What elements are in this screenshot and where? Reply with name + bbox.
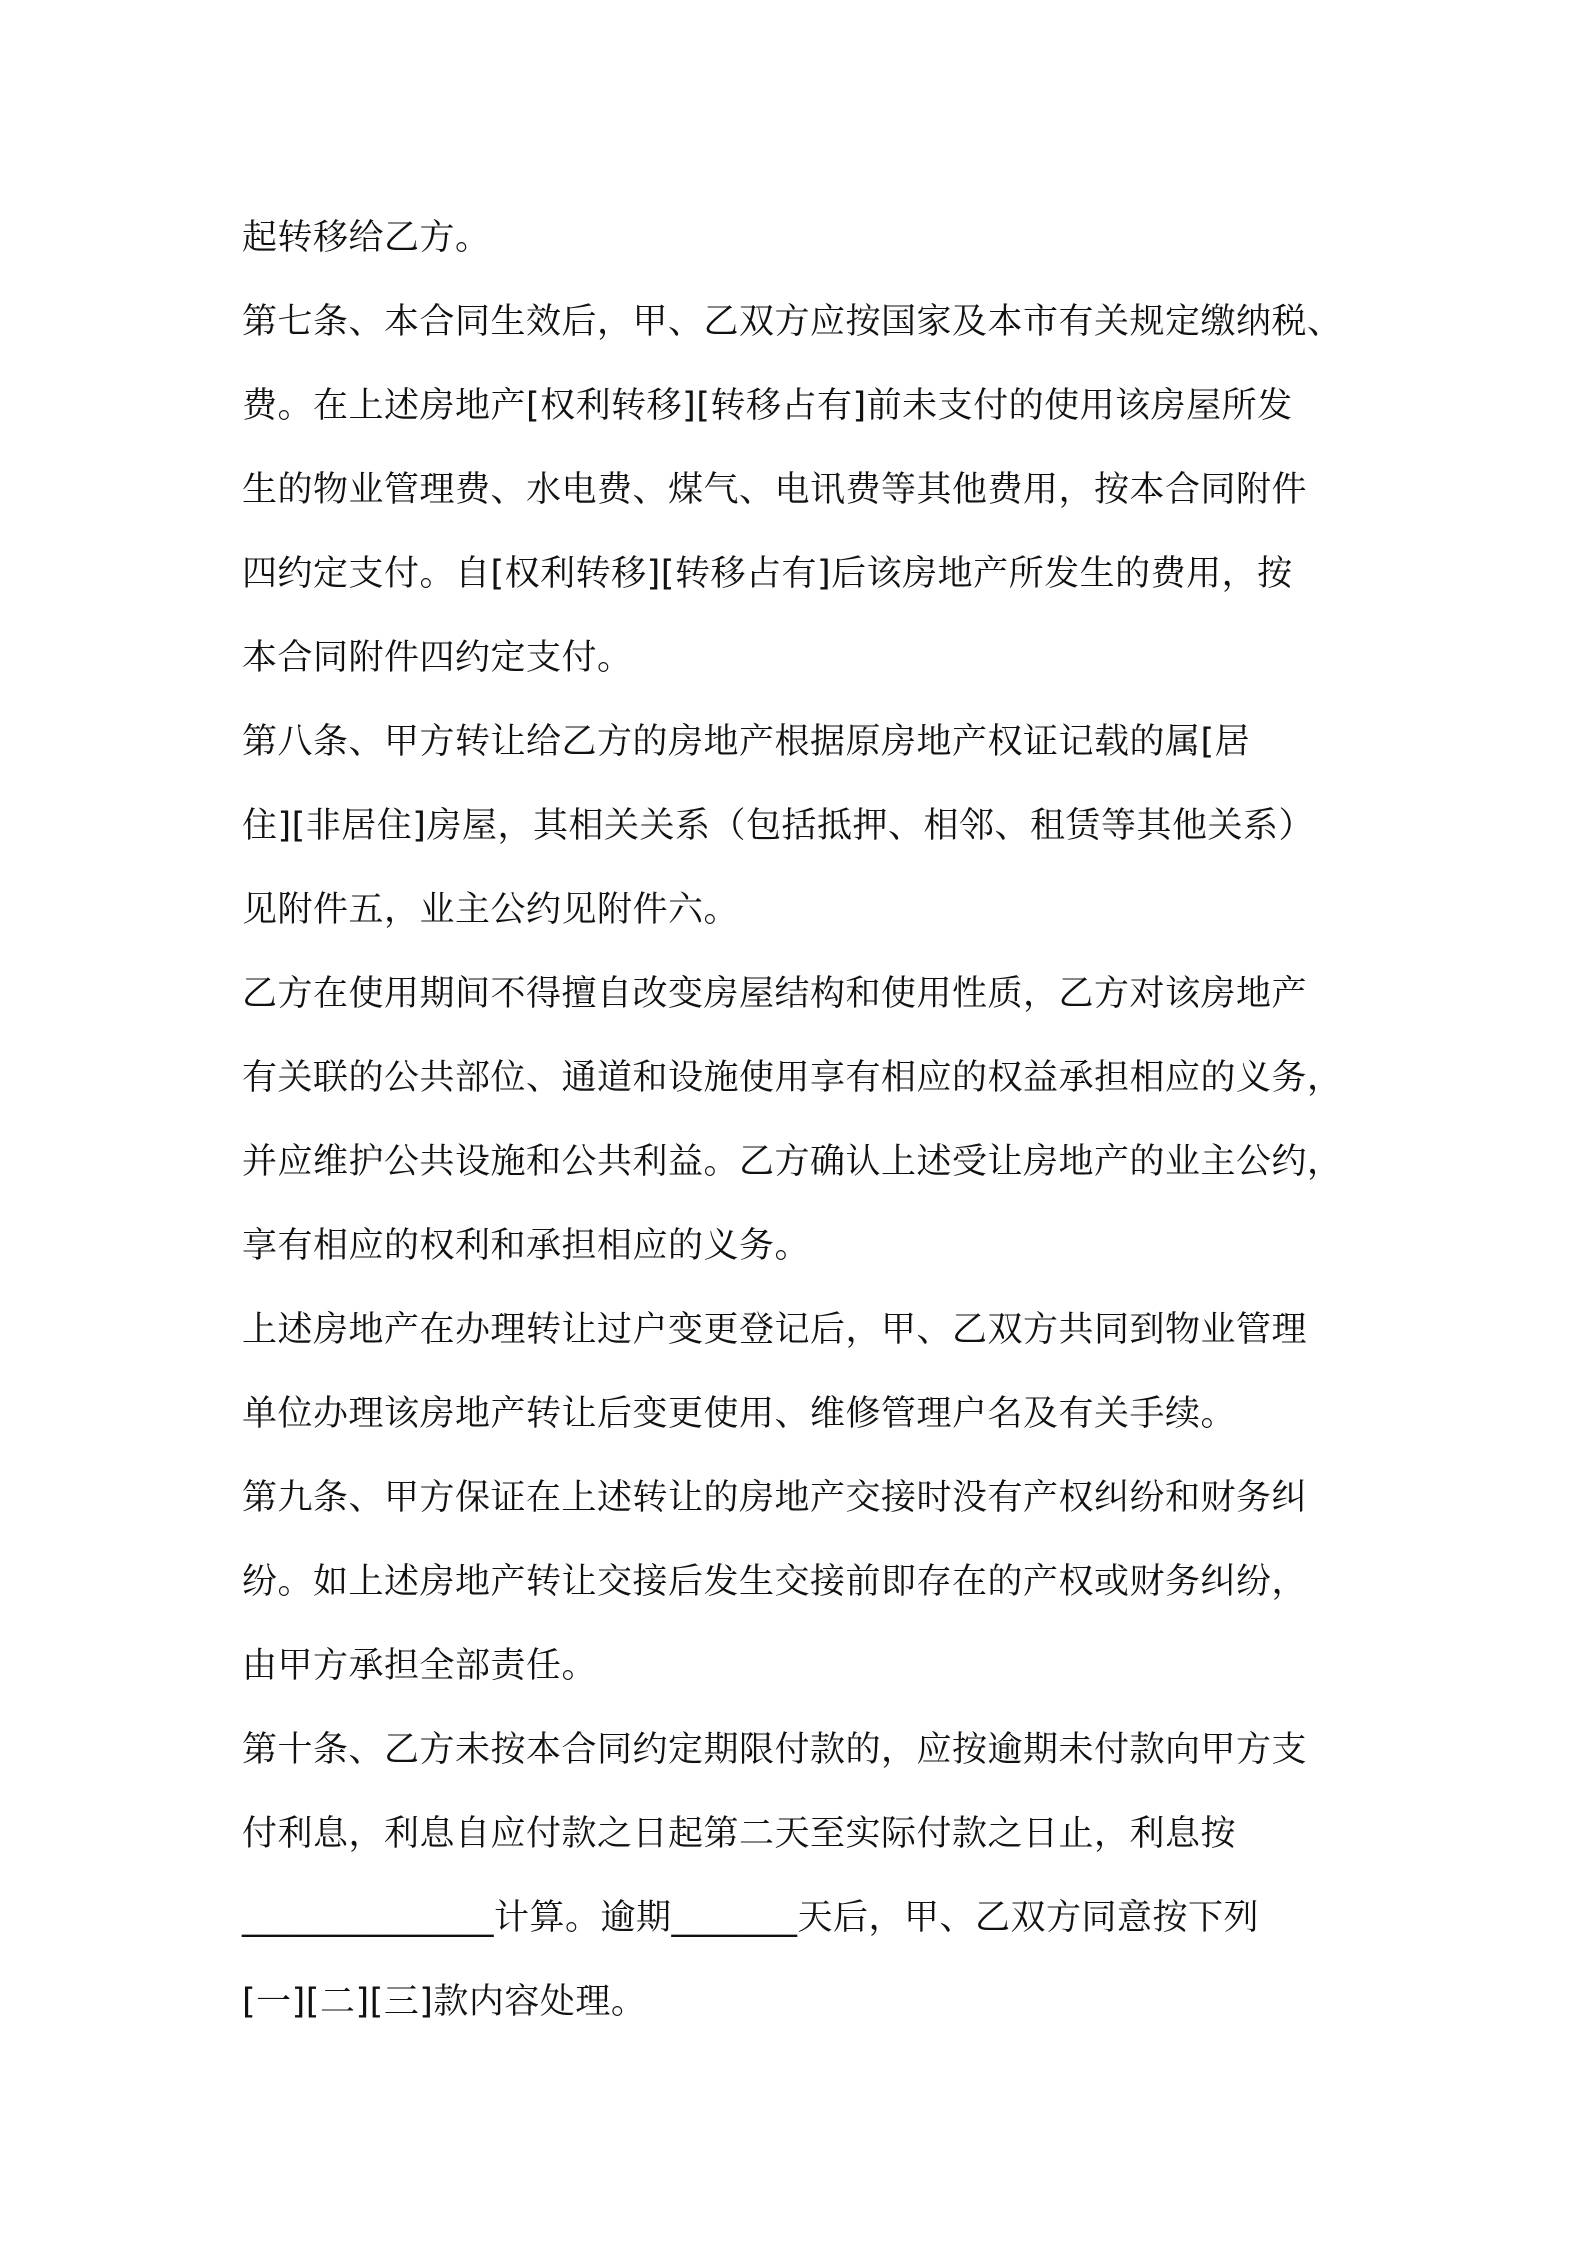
text-line: [一][二][三]款内容处理。 [242,1982,647,2022]
text-line: 乙方在使用期间不得擅自改变房屋结构和使用性质，乙方对该房地产 [242,974,1308,1014]
text-line: 第九条、甲方保证在上述转让的房地产交接时没有产权纠纷和财务纠 [242,1478,1308,1518]
text-line: 住][非居住]房屋，其相关关系（包括抵押、相邻、租赁等其他关系） [242,806,1314,846]
text-line: 上述房地产在办理转让过户变更登记后，甲、乙双方共同到物业管理 [242,1310,1308,1350]
text-line: 生的物业管理费、水电费、煤气、电讯费等其他费用，按本合同附件 [242,470,1308,510]
text-line: 四约定支付。自[权利转移][转移占有]后该房地产所发生的费用，按 [242,554,1293,594]
text-line: 并应维护公共设施和公共利益。乙方确认上述受让房地产的业主公约， [242,1142,1343,1182]
text-line: 第十条、乙方未按本合同约定期限付款的，应按逾期未付款向甲方支 [242,1730,1308,1770]
text-line: 本合同附件四约定支付。 [242,638,633,678]
text-line: 起转移给乙方。 [242,218,491,258]
text-line: 纷。如上述房地产转让交接后发生交接前即存在的产权或财务纠纷， [242,1562,1308,1602]
text-line: 有关联的公共部位、通道和设施使用享有相应的权益承担相应的义务， [242,1058,1343,1098]
text-line: 费。在上述房地产[权利转移][转移占有]前未支付的使用该房屋所发 [242,386,1293,426]
text-line: 单位办理该房地产转让后变更使用、维修管理户名及有关手续。 [242,1394,1237,1434]
contract-text [242,196,1382,2044]
text-line: 付利息，利息自应付款之日起第二天至实际付款之日止，利息按 [242,1814,1237,1854]
text-line: 第七条、本合同生效后，甲、乙双方应按国家及本市有关规定缴纳税、 [242,302,1343,342]
text-line: 见附件五，业主公约见附件六。 [242,890,740,930]
text-line: 第八条、甲方转让给乙方的房地产根据原房地产权证记载的属[居 [242,722,1251,762]
text-line: ______________计算。逾期_______天后，甲、乙双方同意按下列 [242,1898,1260,1938]
text-line: 由甲方承担全部责任。 [242,1646,598,1686]
text-line: 享有相应的权利和承担相应的义务。 [242,1226,811,1266]
